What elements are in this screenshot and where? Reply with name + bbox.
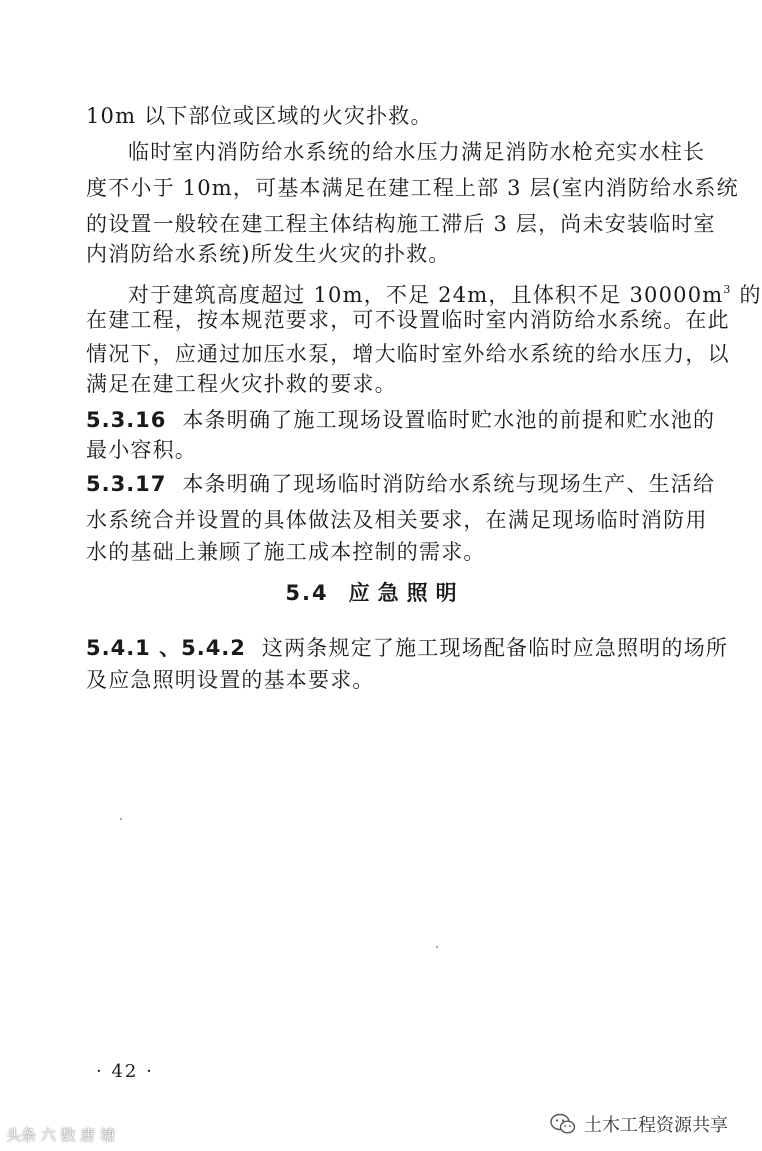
clause-5-4-1 (86, 633, 729, 663)
clause-number: 5.3.16 (86, 408, 167, 432)
paragraph-line: 水的基础上兼顾了施工成本控制的需求。 (86, 540, 486, 564)
clause-number: 5.4.1 、5.4.2 (86, 636, 246, 660)
scan-speck (436, 946, 438, 948)
paragraph-line: 临时室内消防给水系统的给水压力满足消防水枪充实水柱长 (128, 140, 706, 164)
wechat-icon (550, 1113, 576, 1135)
clause-text: 本条明确了施工现场设置临时贮水池的前提和贮水池的 (182, 408, 716, 432)
paragraph-line: 内消防给水系统)所发生火灾的扑救。 (86, 242, 451, 266)
clause-5-3-16 (86, 405, 716, 435)
paragraph-text: 的 (731, 283, 762, 307)
scan-speck (120, 818, 122, 820)
clause-5-3-17 (86, 469, 716, 499)
watermark-left: 头条 六 数 唐 塘 (6, 1126, 116, 1144)
paragraph-line: 满足在建工程火灾扑救的要求。 (86, 372, 397, 396)
paragraph-line: 及应急照明设置的基本要求。 (86, 668, 375, 692)
paragraph-line: 度不小于 10m，可基本满足在建工程上部 3 层(室内消防给水系统 (86, 176, 739, 200)
paragraph-line: 情况下，应通过加压水泵，增大临时室外给水系统的给水压力，以 (86, 342, 730, 366)
paragraph-line: 水系统合并设置的具体做法及相关要求，在满足现场临时消防用 (86, 508, 708, 532)
paragraph-line: 在建工程，按本规范要求，可不设置临时室内消防给水系统。在此 (86, 308, 730, 332)
paragraph-line: 最小容积。 (86, 438, 197, 462)
paragraph-line: 的设置一般较在建工程主体结构施工滞后 3 层，尚未安装临时室 (86, 212, 716, 236)
section-title: 应急照明 (348, 581, 465, 605)
clause-text: 这两条规定了施工现场配备临时应急照明的场所 (261, 636, 729, 660)
clause-number: 5.3.17 (86, 472, 167, 496)
paragraph-text: 对于建筑高度超过 10m，不足 24m，且体积不足 30000m (128, 283, 724, 307)
clause-text: 本条明确了现场临时消防给水系统与现场生产、生活给 (182, 472, 716, 496)
paragraph-line: 10m 以下部位或区域的火灾扑救。 (86, 104, 433, 128)
section-heading (0, 578, 750, 608)
watermark-right (550, 1110, 728, 1138)
section-number: 5.4 (285, 581, 329, 605)
watermark-text: 土木工程资源共享 (584, 1115, 728, 1136)
superscript: 3 (723, 283, 732, 296)
page-number: · 42 · (96, 1061, 154, 1082)
